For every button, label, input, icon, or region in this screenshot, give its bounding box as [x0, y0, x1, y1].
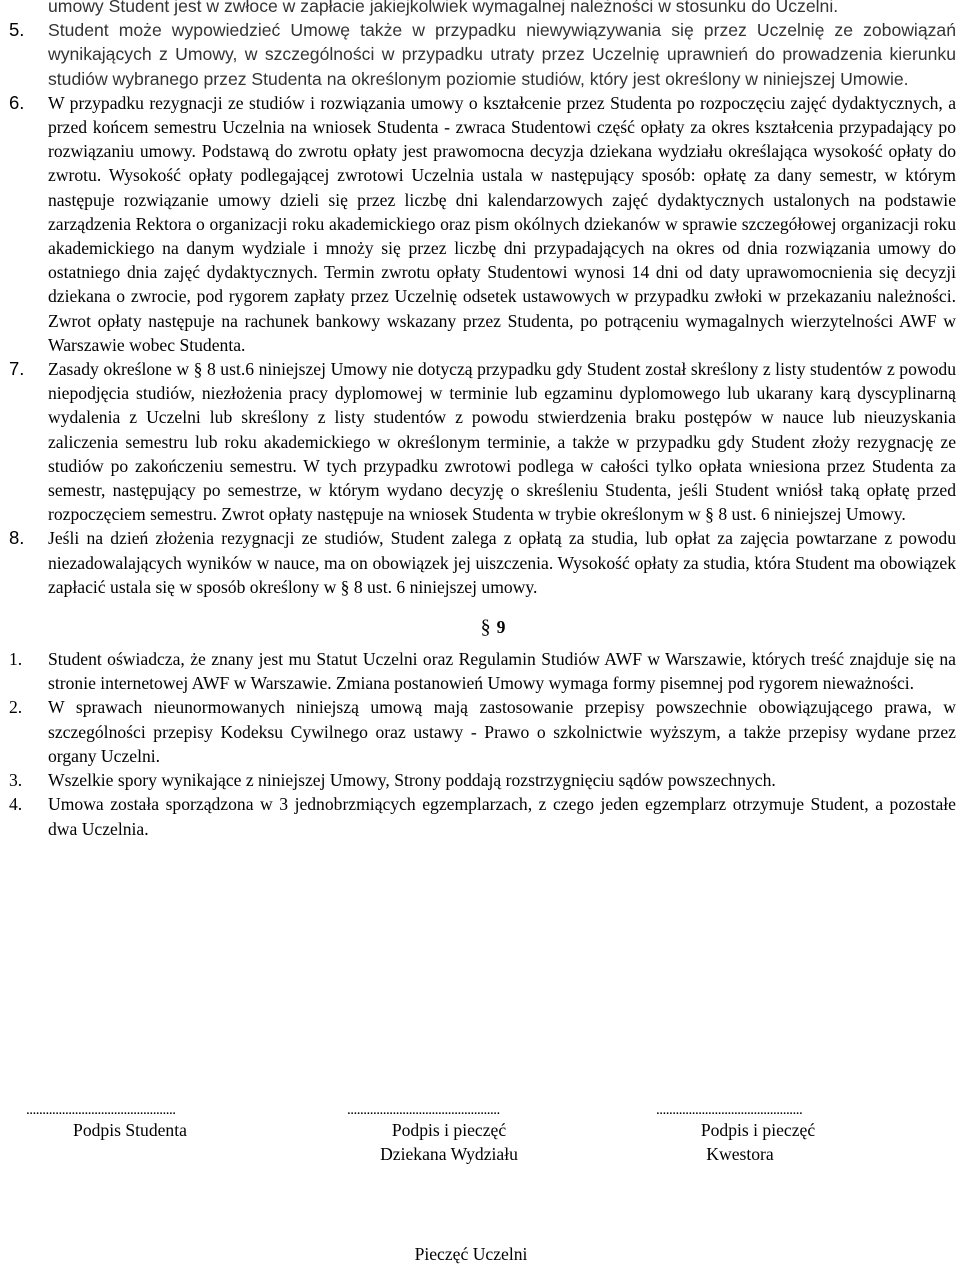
signature-label-dean: Podpis i pieczęć	[391, 1120, 507, 1140]
clause-item	[0, 792, 960, 840]
clause-text: Zasady określone w § 8 ust.6 niniejszej Umowy nie dotyczą przypadku gdy Student został skreślony z listy studentów z powodu niepodjęcia studiów, niezłożenia pracy dyplomowej w terminie lub egzaminu dyplomowego lub ukarany karą dyscyplinarną wydalenia z Uczelni lub skreślony z listy studentów z powodu stwierdzenia braku postępów w nauce lub nieuzyskania zaliczenia semestru lub roku akademickiego w określonym terminie, a także w przypadku gdy Student złoży rezygnację ze studiów po zakończeniu semestru. W tych przypadku zwrotowi podlega w całości tylko opłata wniesiona przez Studenta za semestr, następujący po semestrze, w którym wydano decyzję o skreśleniu Studenta, jeśli Student wniósł taką opłatę przed rozpoczęciem semestru. Zwrot opłaty następuje na wniosek Studenta w trybie określonym w § 8 ust. 6 niniejszej Umowy.	[48, 359, 956, 525]
signature-label-bursar-title: Kwestora	[706, 1144, 774, 1164]
termination-clauses	[0, 18, 960, 599]
signature-line-student: ..............................................	[26, 1102, 176, 1118]
clause-text: W sprawach nieunormowanych niniejszą umową mają zastosowanie przepisy powszechnie obowiązującego prawa, w szczególności przepisy Kodeksu Cywilnego oraz ustawy - Prawo o szkolnictwie wyższym, a także przepisy wydane przez organy Uczelni.	[48, 697, 956, 766]
clause-text: W przypadku rezygnacji ze studiów i rozwiązania umowy o kształcenie przez Studenta po rozpoczęciu zajęć dydaktycznych, a przed końcem semestru Uczelnia na wniosek Studenta - zwraca Studentowi część opłaty za okres kształcenia przypadający po rozwiązaniu umowy. Podstawą do zwrotu opłaty jest prawomocna decyzja dziekana wydziału określająca wysokość opłaty do zwrotu. Wysokość opłaty podlegającej zwrotowi Uczelnia ustala w następujący sposób: opłatę za dany semestr, w którym następuje rozwiązanie umowy dzieli się przez liczbę dni kalendarzowych zajęć dydaktycznych ustalonych na podstawie zarządzenia Rektora o organizacji roku akademickiego oraz pism okólnych dziekanów w sprawie szczegółowej organizacji roku akademickiego na danym wydziale i mnoży się przez liczbę dni przypadających na okres od dnia rozwiązania umowy do ostatniego dnia zajęć dydaktycznych. Termin zwrotu opłaty Studentowi wynosi 14 dni od daty uprawomocnienia się decyzji dziekana o zwrocie, pod rygorem zapłaty przez Uczelnię odsetek ustawowych w przypadku zwłoki w przekazaniu należności. Zwrot opłaty następuje na rachunek bankowy wskazany przez Studenta, po potrąceniu wymagalnych wierzytelności AWF w Warszawie wobec Studenta.	[48, 92, 956, 355]
clause-item	[0, 357, 960, 526]
signature-label-dean-title: Dziekana Wydziału	[380, 1144, 518, 1164]
continued-line: umowy Student jest w zwłoce w zapłacie jakiejkolwiek wymagalnej należności w stosunku do Uczelni.	[48, 0, 839, 16]
signature-label-student: Podpis Studenta	[73, 1120, 187, 1140]
clause-number: 1.	[9, 649, 23, 670]
section-symbol: §	[480, 616, 491, 639]
university-stamp-label: Pieczęć Uczelni	[414, 1244, 528, 1264]
clause-item	[0, 91, 960, 357]
clause-text: Student może wypowiedzieć Umowę także w przypadku niewywiązywania się przez Uczelnię ze zobowiązań wynikających z Umowy, w szczególności w przypadku utraty przez Uczelnię uprawnień do prowadzenia kierunku studiów wybranego przez Studenta na określonym poziomie studiów, który jest określony w niniejszej Umowie.	[48, 20, 956, 89]
clause-item	[0, 526, 960, 599]
clause-text: Umowa została sporządzona w 3 jednobrzmiących egzemplarzach, z czego jeden egzemplarz otrzymuje Student, a pozostałe dwa Uczelnia.	[48, 794, 956, 839]
signature-line-dean: ...............................................	[347, 1102, 500, 1118]
clause-item	[0, 647, 960, 695]
section-heading	[0, 607, 960, 647]
clause-item	[0, 768, 960, 792]
clause-number: 6.	[9, 91, 25, 113]
final-clauses	[0, 647, 960, 841]
clause-number: 7.	[9, 358, 25, 380]
signature-line-bursar: .............................................	[656, 1102, 803, 1118]
clause-number: 5.	[9, 19, 25, 41]
clause-text: Jeśli na dzień złożenia rezygnacji ze studiów, Student zalega z opłatą za studia, lub opłat za zajęcia powtarzane z powodu niezadowalających wyników w nauce, ma on obowiązek jej uiszczenia. Wysokość opłaty za studia, która Student ma obowiązek zapłacić ustala się w sposób określony w § 8 ust. 6 niniejszej umowy.	[48, 528, 956, 597]
clause-number: 4.	[9, 794, 23, 815]
clause-number: 2.	[9, 697, 23, 718]
clause-number: 8.	[9, 527, 25, 549]
clause-text: Wszelkie spory wynikające z niniejszej Umowy, Strony poddają rozstrzygnięciu sądów powszechnych.	[48, 770, 776, 791]
section-number: 9	[496, 617, 506, 638]
clause-text: Student oświadcza, że znany jest mu Statut Uczelni oraz Regulamin Studiów AWF w Warszawie, których treść znajduje się na stronie internetowej AWF w Warszawie. Zmiana postanowień Umowy wymaga formy pisemnej pod rygorem nieważności.	[48, 649, 956, 694]
signature-label-bursar: Podpis i pieczęć	[700, 1120, 816, 1140]
clause-item	[0, 695, 960, 768]
clause-number: 3.	[9, 770, 23, 791]
clause-item	[0, 18, 960, 91]
